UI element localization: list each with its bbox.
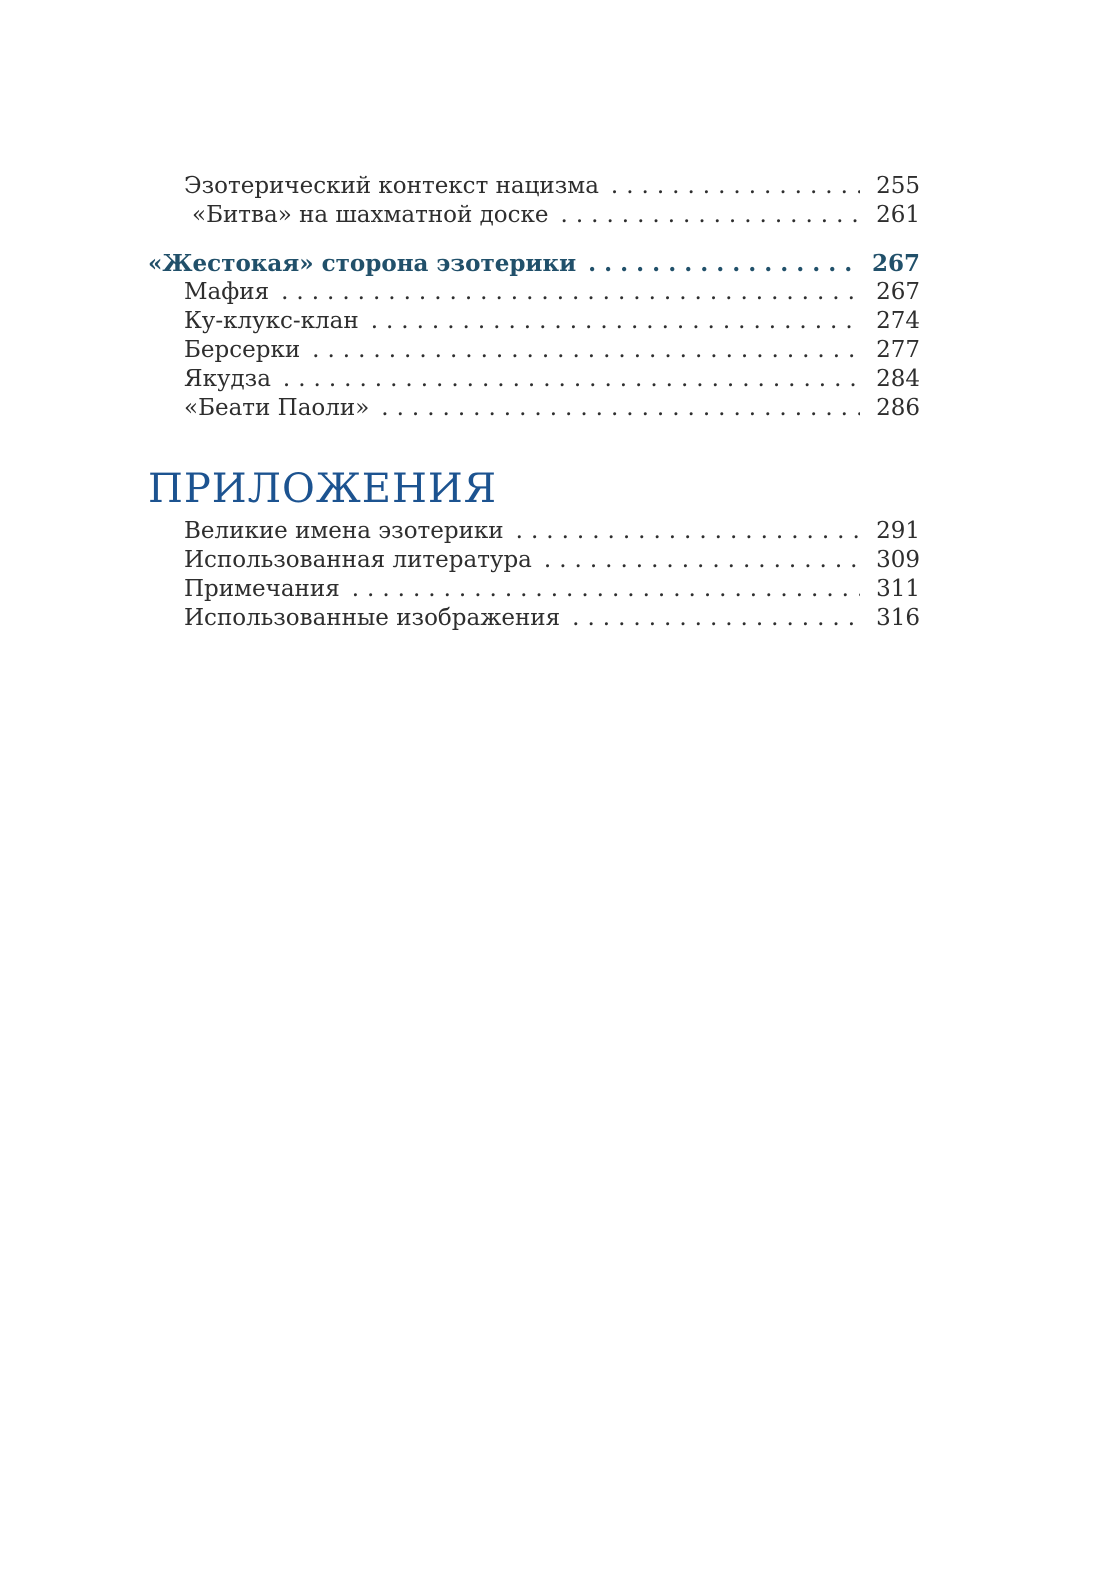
dot-leader xyxy=(611,172,860,201)
page-number: 277 xyxy=(876,337,920,363)
toc-row xyxy=(148,278,920,307)
toc-entry-label: Использованные изображения xyxy=(184,605,561,631)
appendix-heading: ПРИЛОЖЕНИЯ xyxy=(148,466,498,512)
dot-leader xyxy=(281,278,860,307)
page-number: 309 xyxy=(876,547,920,573)
toc-entry-label: Якудза xyxy=(184,366,271,392)
page-number: 255 xyxy=(876,173,920,199)
dot-leader xyxy=(572,604,860,633)
toc-entry-label: «Жестокая» сторона эзотерики xyxy=(148,250,577,277)
toc-entry-label: «Беати Паоли» xyxy=(184,395,370,421)
toc-entry-label: Ку-клукс-клан xyxy=(184,308,359,334)
toc-row xyxy=(148,336,920,365)
toc-entry-label: Берсерки xyxy=(184,337,301,363)
page-number: 267 xyxy=(876,279,920,305)
toc-entry-label: Мафия xyxy=(184,279,270,305)
dot-leader xyxy=(561,201,860,230)
dot-leader xyxy=(544,546,860,575)
table-of-contents xyxy=(148,172,920,633)
dot-leader xyxy=(516,517,860,546)
toc-row xyxy=(148,172,920,201)
toc-row xyxy=(148,201,920,230)
toc-row xyxy=(148,249,920,278)
toc-appendix-list xyxy=(148,517,920,633)
toc-entry-label: Эзотерический контекст нацизма xyxy=(184,173,599,199)
page-number: 261 xyxy=(876,202,920,228)
page-number: 274 xyxy=(876,308,920,334)
dot-leader xyxy=(283,365,860,394)
page-number: 316 xyxy=(876,605,920,631)
toc-row xyxy=(148,604,920,633)
toc-entry-label: Использованная литература xyxy=(184,547,532,573)
toc-entry-label: «Битва» на шахматной доске xyxy=(192,202,549,228)
toc-row xyxy=(148,365,920,394)
toc-entry-label: Примечания xyxy=(184,576,340,602)
dot-leader xyxy=(371,307,860,336)
page-number: 267 xyxy=(871,250,920,277)
toc-row xyxy=(148,394,920,423)
dot-leader xyxy=(352,575,860,604)
page-number: 311 xyxy=(876,576,920,602)
dot-leader xyxy=(381,394,860,423)
toc-main-list xyxy=(148,172,920,423)
page-number: 286 xyxy=(876,395,920,421)
toc-row xyxy=(148,546,920,575)
dot-leader xyxy=(312,336,860,365)
page-number: 291 xyxy=(876,518,920,544)
toc-row xyxy=(148,575,920,604)
dot-leader xyxy=(588,249,858,278)
page-number: 284 xyxy=(876,366,920,392)
toc-row xyxy=(148,307,920,336)
toc-row xyxy=(148,517,920,546)
toc-entry-label: Великие имена эзотерики xyxy=(184,518,504,544)
